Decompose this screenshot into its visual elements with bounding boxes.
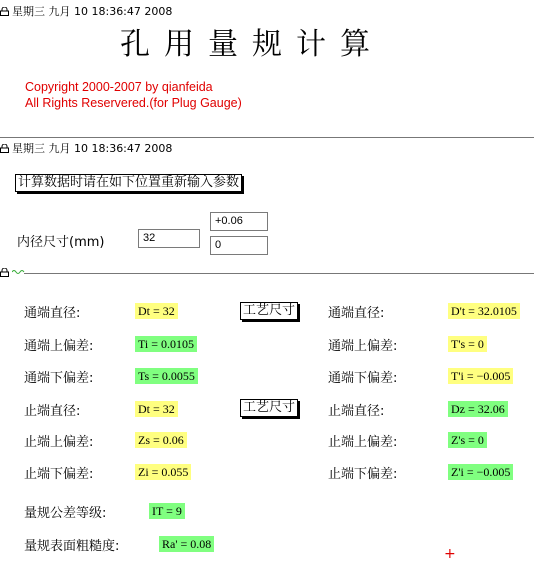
process-stop-diameter-label: 止端直径:: [328, 404, 385, 419]
stop-lower-value: Zi = 0.055: [135, 464, 191, 480]
lock-icon[interactable]: [0, 268, 9, 277]
stop-upper-value: Zs = 0.06: [135, 432, 187, 448]
process-go-diameter-value: D't = 32.0105: [448, 303, 520, 319]
timestamp-text: 星期三 九月 10 18:36:47 2008: [12, 5, 173, 18]
copyright-line-1: Copyright 2000-2007 by qianfeida: [25, 80, 213, 94]
stop-lower-label: 止端下偏差:: [24, 467, 94, 482]
divider: [24, 273, 534, 274]
page-title: 孔用量规计算: [120, 27, 384, 62]
go-lower-label: 通端下偏差:: [24, 371, 94, 386]
go-diameter-value: Dt = 32: [135, 303, 178, 319]
go-lower-value: Ts = 0.0055: [135, 368, 198, 384]
go-diameter-label: 通端直径:: [24, 306, 81, 321]
go-upper-value: Ti = 0.0105: [135, 336, 197, 352]
lock-icon[interactable]: [0, 144, 9, 153]
process-go-upper-value: T's = 0: [448, 336, 487, 352]
input-prompt: 计算数据时请在如下位置重新输入参数: [15, 174, 242, 192]
process-go-upper-label: 通端上偏差:: [328, 339, 398, 354]
timestamp-text: 星期三 九月 10 18:36:47 2008: [12, 142, 173, 155]
process-size-label: 工艺尺寸: [240, 302, 298, 320]
lock-icon[interactable]: [0, 7, 9, 16]
stop-diameter-value: Dt = 32: [135, 401, 178, 417]
go-upper-label: 通端上偏差:: [24, 339, 94, 354]
divider: [0, 137, 534, 138]
tolerance-grade-label: 量规公差等级:: [24, 506, 107, 521]
process-go-lower-label: 通端下偏差:: [328, 371, 398, 386]
timestamp-row-mid: [0, 141, 172, 155]
squiggle-icon: [12, 269, 26, 275]
process-stop-diameter-value: Dz = 32.06: [448, 401, 508, 417]
stop-upper-label: 止端上偏差:: [24, 435, 94, 450]
lower-deviation-input[interactable]: 0: [210, 236, 268, 255]
timestamp-row-top: [0, 4, 172, 18]
process-stop-upper-label: 止端上偏差:: [328, 435, 398, 450]
stop-diameter-label: 止端直径:: [24, 404, 81, 419]
process-go-diameter-label: 通端直径:: [328, 306, 385, 321]
section-marker: [0, 265, 26, 279]
upper-deviation-input[interactable]: +0.06: [210, 212, 268, 231]
tolerance-grade-value: IT = 9: [149, 503, 185, 519]
roughness-value: Ra' = 0.08: [159, 536, 214, 552]
diameter-label: 内径尺寸(mm): [17, 235, 105, 250]
process-go-lower-value: T'i = −0.005: [448, 368, 513, 384]
process-size-label: 工艺尺寸: [240, 399, 298, 417]
copyright-line-2: All Rights Reservered.(for Plug Gauge): [25, 96, 242, 110]
plus-marker: +: [444, 546, 456, 562]
process-stop-upper-value: Z's = 0: [448, 432, 487, 448]
process-stop-lower-label: 止端下偏差:: [328, 467, 398, 482]
diameter-input[interactable]: 32: [138, 229, 200, 248]
process-stop-lower-value: Z'i = −0.005: [448, 464, 513, 480]
roughness-label: 量规表面粗糙度:: [24, 539, 120, 554]
